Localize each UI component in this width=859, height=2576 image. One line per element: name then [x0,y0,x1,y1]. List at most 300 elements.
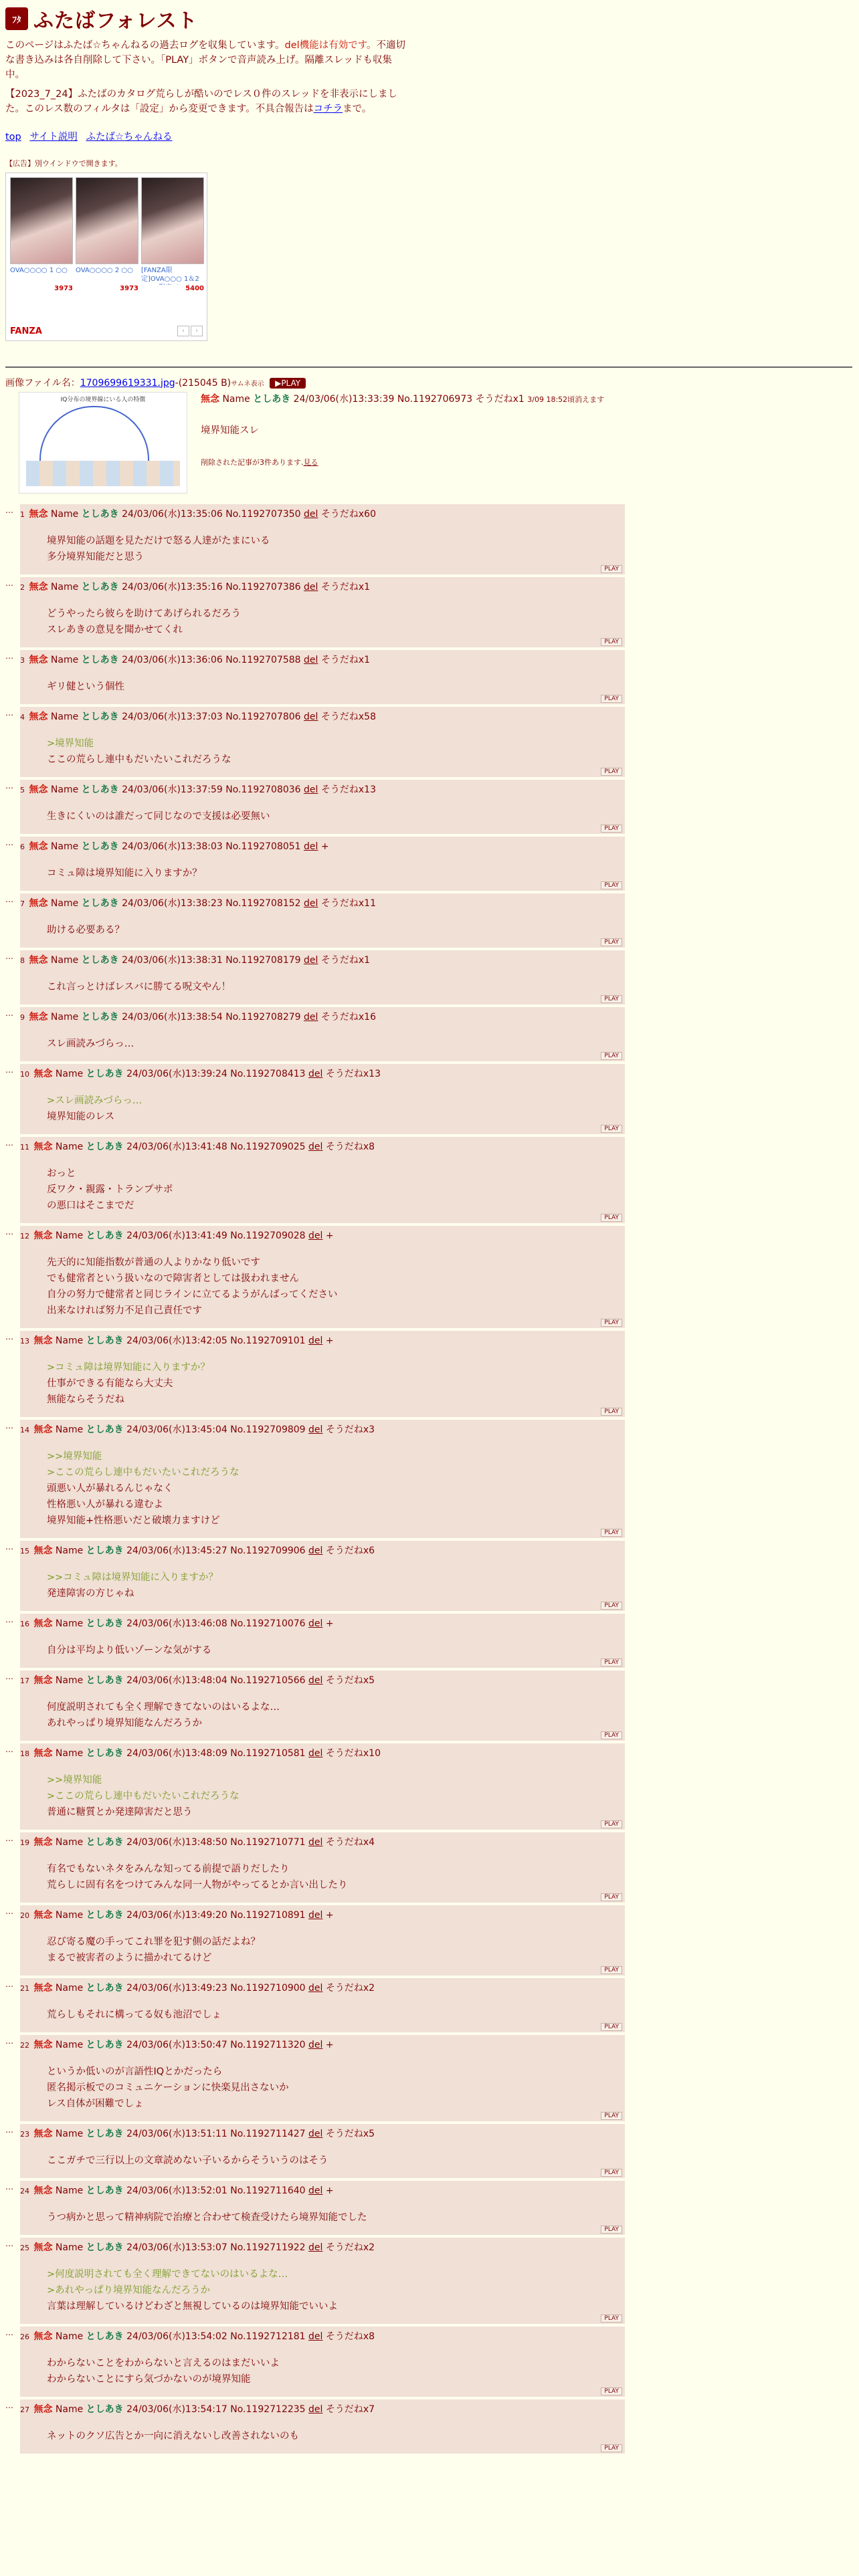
del-link[interactable]: del [308,1747,323,1759]
post-number: No.1192709028 [230,1230,306,1241]
name-label: Name [55,1618,84,1629]
post-number: No.1192709906 [230,1545,306,1556]
ad-item-price: 3973 [54,284,73,292]
quote-line: >境界知能 [47,738,94,749]
reply-play-button[interactable]: PLAY [601,1529,622,1537]
reply-row [5,1832,852,1903]
del-link[interactable]: del [308,1836,323,1848]
sodane-button[interactable]: + [325,1335,334,1346]
body-line: ギリ健という個性 [47,681,124,692]
reply-index: 16 [20,1619,29,1628]
reply-header [20,897,622,910]
sodane-button[interactable]: そうだねx8 [325,1141,375,1152]
sodane-button[interactable]: + [325,2039,334,2050]
reply-index: 18 [20,1749,29,1758]
reply-play-button[interactable]: PLAY [601,1602,622,1610]
name-label: Name [55,1747,84,1759]
post-number: No.1192710566 [230,1675,306,1686]
reply-marker: … [5,2327,13,2337]
reply-header [20,1836,622,1849]
name-label: Name [55,2242,84,2253]
post-number: No.1192708036 [225,784,301,795]
deleted-text: 削除された記事が3件あります. [201,457,304,467]
name-label: Name [55,1545,84,1556]
reply-play-button[interactable]: PLAY [601,2226,622,2234]
expire-note: 3/09 18:52頃消えます [527,395,605,404]
op-play-button[interactable]: ▶PLAY [270,378,306,389]
reply-play-button[interactable]: PLAY [601,1214,622,1222]
post-datetime: 24/03/06(水)13:38:31 [122,954,223,966]
nav-link-futaba[interactable]: ふたば☆ちゃんねる [86,131,173,142]
del-link[interactable]: del [304,1011,318,1023]
sodane-button[interactable]: そうだねx4 [325,1836,375,1848]
reply-post [20,1137,625,1223]
reply-body [47,2064,622,2112]
del-link[interactable]: del [308,2403,323,2415]
sodane-button[interactable]: そうだねx6 [325,1545,375,1556]
name-label: Name [55,1068,84,1079]
name-label: Name [55,2331,84,2342]
reply-play-button[interactable]: PLAY [601,938,622,946]
reply-header [20,1545,622,1558]
reply-body [47,1570,622,1602]
post-subject: 無念 [33,1230,53,1241]
body-line: どうやったら彼らを助けてあげられるだろう [47,608,241,619]
sodane-button[interactable]: そうだねx11 [320,897,376,909]
poster-name: としあき [81,897,119,909]
del-link[interactable]: del [308,1068,323,1079]
name-label: Name [55,1424,84,1435]
ad-thumbnail[interactable] [141,177,204,264]
post-datetime: 24/03/06(水)13:33:39 [293,393,395,405]
reply-list [5,504,852,2454]
sodane-button[interactable]: そうだねx10 [325,1747,381,1759]
nav-link-site-info[interactable]: サイト説明 [29,131,78,142]
reply-body [47,979,622,995]
reply-row [5,2327,852,2397]
reply-body [47,1642,622,1658]
reply-index: 26 [20,2332,29,2341]
reply-marker: … [5,2238,13,2248]
ad-item-name[interactable]: [FANZA限定]OVA○○○ 1＆2 [141,266,199,283]
post-datetime: 24/03/06(水)13:35:16 [122,581,223,593]
post-subject: 無念 [33,1141,53,1152]
reply-play-button[interactable]: PLAY [601,1052,622,1060]
post-subject: 無念 [29,654,48,665]
reply-post [20,1978,625,2032]
site-logo-icon[interactable]: ﾌﾀ [5,7,28,30]
post-subject: 無念 [29,508,48,520]
thumb-note: サムネ表示 [231,380,264,388]
reply-header [20,784,622,796]
del-link[interactable]: del [308,1335,323,1346]
sodane-button[interactable]: + [325,2185,334,2196]
ad-item[interactable] [76,177,138,292]
quote-line: >何度説明されても全く理解できてないのはいるよな… [47,2268,288,2280]
reply-header [20,954,622,967]
ad-logo[interactable]: FANZA [10,326,42,336]
name-label: Name [222,393,250,405]
ad-item-name[interactable]: OVA○○○○ 2 ○○ [76,266,133,274]
reply-play-button[interactable]: PLAY [601,2387,622,2395]
reply-play-button[interactable]: PLAY [601,2169,622,2177]
del-link[interactable]: del [308,2242,323,2253]
name-label: Name [50,1011,79,1023]
bell-curve-graphic [39,406,149,461]
reply-body [47,1036,622,1052]
reply-play-button[interactable]: PLAY [601,1658,622,1667]
post-number: No.1192707806 [225,711,301,722]
sodane-button[interactable]: そうだねx3 [325,1424,375,1435]
reply-header [20,2185,622,2197]
reply-index: 12 [20,1231,29,1241]
post-subject: 無念 [33,1424,53,1435]
ad-nav [177,326,203,336]
post-number: No.1192712181 [230,2331,306,2342]
reply-post [20,1226,625,1328]
body-line: 自分の努力で健常者と同じラインに立てるようがんばってください [47,1289,338,1300]
name-label: Name [50,897,79,909]
site-header [5,4,852,33]
sodane-button[interactable]: + [320,841,329,852]
ad-thumbnail[interactable] [76,177,138,264]
reply-marker: … [5,1833,13,1843]
quote-line: >>境界知能 [47,1774,102,1786]
del-link[interactable]: del [308,1424,323,1435]
reply-row [5,1671,852,1741]
del-link[interactable]: del [308,1909,323,1921]
body-line: 仕事ができる有能なら大丈夫 [47,1378,173,1389]
ad-item[interactable] [141,177,204,292]
del-link[interactable]: del [304,841,318,852]
post-datetime: 24/03/06(水)13:50:47 [126,2039,227,2050]
reply-index: 5 [20,785,25,794]
post-number: No.1192711320 [230,2039,306,2050]
name-label: Name [55,1675,84,1686]
reply-play-button[interactable]: PLAY [601,565,622,573]
del-link[interactable]: del [304,954,318,966]
reply-play-button[interactable]: PLAY [601,881,622,889]
ad-thumbnail[interactable] [10,177,73,264]
ad-item[interactable] [10,177,73,292]
reply-play-button[interactable]: PLAY [601,1966,622,1974]
reply-row [5,1064,852,1134]
reply-header [20,2128,622,2141]
reply-marker: … [5,708,13,718]
reply-index: 15 [20,1546,29,1555]
poster-name: としあき [81,711,119,722]
sodane-button[interactable]: + [325,1230,334,1241]
reply-header [20,1011,622,1024]
sodane-button[interactable]: そうだねx13 [320,784,376,795]
reply-post [20,1541,625,1611]
reply-play-button[interactable]: PLAY [601,2112,622,2120]
post-number: No.1192711922 [230,2242,306,2253]
del-link[interactable]: del [308,1141,323,1152]
del-link[interactable]: del [308,1545,323,1556]
reply-row [5,577,852,647]
post-subject: 無念 [29,841,48,852]
reply-play-button[interactable]: PLAY [601,995,622,1003]
del-link[interactable]: del [304,654,318,665]
reply-header [20,711,622,724]
notice-text: まで。 [343,104,372,114]
body-line: 自分は平均より低いゾーンな気がする [47,1644,212,1656]
notice-text: このページはふたば☆ちゃんねるの過去ログを収集しています。 [5,40,285,51]
ad-item-price: 5400 [185,284,204,292]
name-label: Name [50,784,79,795]
body-line: でも健常者という扱いなので障害者としては扱われません [47,1273,299,1284]
del-link[interactable]: del [308,2039,323,2050]
reply-play-button[interactable]: PLAY [601,1820,622,1828]
body-line: 境界知能のレス [47,1111,115,1122]
op-content [201,392,604,494]
reply-body [47,1772,622,1820]
del-link[interactable]: del [308,1230,323,1241]
reply-body [47,1861,622,1893]
name-label: Name [50,954,79,966]
reply-body [47,679,622,695]
reply-body [47,1934,622,1966]
report-link[interactable]: コチラ [313,104,343,114]
post-subject: 無念 [33,1675,53,1686]
post-number: No.1192710581 [230,1747,306,1759]
del-link[interactable]: del [308,1982,323,1994]
reply-marker: … [5,2400,13,2410]
reply-row [5,950,852,1004]
post-datetime: 24/03/06(水)13:39:24 [126,1068,227,1079]
post-datetime: 24/03/06(水)13:51:11 [126,2128,227,2139]
sodane-button[interactable]: そうだねx1 [320,954,371,966]
reply-body [47,533,622,565]
reply-index: 14 [20,1425,29,1434]
reply-row [5,780,852,834]
reply-play-button[interactable]: PLAY [601,1319,622,1327]
file-size: -(215045 B) [175,377,231,389]
thumb-illustration [26,461,180,486]
reply-row [5,1420,852,1538]
reply-header [20,1424,622,1436]
reply-marker: … [5,1906,13,1916]
reply-row [5,1978,852,2032]
post-datetime: 24/03/06(水)13:54:17 [126,2403,227,2415]
poster-name: としあき [86,1068,124,1079]
reply-play-button[interactable]: PLAY [601,825,622,833]
post-datetime: 24/03/06(水)13:38:23 [122,897,223,909]
post-subject: 無念 [33,2039,53,2050]
reply-marker: … [5,1744,13,1754]
reply-post [20,577,625,647]
post-datetime: 24/03/06(水)13:37:59 [122,784,223,795]
name-label: Name [55,1909,84,1921]
del-link[interactable]: del [304,508,318,520]
name-label: Name [55,2185,84,2196]
reply-index: 9 [20,1012,25,1022]
post-subject: 無念 [33,2331,53,2342]
reply-post [20,780,625,834]
reply-body [47,922,622,938]
post-subject: 無念 [33,1836,53,1848]
show-deleted-link[interactable]: 見る [303,457,318,467]
post-number: No.1192706973 [397,393,473,405]
reply-marker: … [5,1614,13,1624]
post-datetime: 24/03/06(水)13:49:23 [126,1982,227,1994]
reply-post [20,837,625,891]
reply-index: 23 [20,2129,29,2139]
poster-name: としあき [86,2185,124,2196]
post-number: No.1192710771 [230,1836,306,1848]
reply-play-button[interactable]: PLAY [601,638,622,646]
reply-header [20,1618,622,1630]
post-number: No.1192708179 [225,954,301,966]
post-number: No.1192709025 [230,1141,306,1152]
reply-play-button[interactable]: PLAY [601,2315,622,2323]
sodane-button[interactable]: そうだねx5 [325,1675,375,1686]
reply-header [20,1335,622,1348]
reply-marker: … [5,505,13,515]
poster-name: としあき [86,2403,124,2415]
reply-post [20,1614,625,1668]
del-link[interactable]: del [308,2185,323,2196]
reply-marker: … [5,951,13,961]
body-line: 性格悪い人が暴れる違むよ [47,1499,163,1510]
sodane-button[interactable]: そうだねx5 [325,2128,375,2139]
del-link[interactable]: del [308,1618,323,1629]
file-link[interactable]: 1709699619331.jpg [80,377,175,389]
ad-next-icon[interactable]: › [191,326,203,336]
notice-paragraph-1 [5,39,407,82]
post-subject: 無念 [33,1068,53,1079]
reply-index: 3 [20,655,25,665]
nav-links [5,129,852,143]
body-line: これ言っとけばレスバに勝てる呪文やん！ [47,981,231,992]
reply-row [5,650,852,704]
poster-name: としあき [86,1675,124,1686]
reply-play-button[interactable]: PLAY [601,1125,622,1133]
sodane-button[interactable]: そうだねx1 [320,654,371,665]
sodane-button[interactable]: そうだねx2 [325,1982,375,1994]
body-line: コミュ障は境界知能に入りますか？ [47,867,202,879]
op-thumbnail[interactable] [19,392,187,494]
post-number: No.1192708051 [225,841,301,852]
post-subject: 無念 [33,2403,53,2415]
nav-link-top[interactable]: top [5,131,21,142]
reply-marker: … [5,1671,13,1681]
reply-index: 27 [20,2405,29,2414]
reply-header [20,581,622,594]
post-subject: 無念 [33,1747,53,1759]
del-link[interactable]: del [308,2128,323,2139]
reply-header [20,1230,622,1243]
post-datetime: 24/03/06(水)13:36:06 [122,654,223,665]
name-label: Name [50,581,79,593]
body-line: わからないことをわからないと言えるのはまだいいよ [47,2357,280,2369]
reply-marker: … [5,1979,13,1989]
post-subject: 無念 [201,393,219,405]
reply-play-button[interactable]: PLAY [601,2444,622,2452]
del-link[interactable]: del [304,897,318,909]
del-link[interactable]: del [308,1675,323,1686]
body-line: 普通に糖質とか発達障害だと思う [47,1806,193,1818]
ad-prev-icon[interactable]: ‹ [177,326,189,336]
reply-post [20,893,625,948]
sodane-button[interactable]: そうだねx1 [475,393,524,405]
sodane-button[interactable]: そうだねx7 [325,2403,375,2415]
reply-play-button[interactable]: PLAY [601,695,622,703]
reply-header [20,1982,622,1995]
reply-row [5,1905,852,1975]
body-line: あれやっぱり境界知能なんだろうか [47,1717,202,1729]
sodane-button[interactable]: そうだねx1 [320,581,371,593]
poster-name: としあき [86,1909,124,1921]
post-datetime: 24/03/06(水)13:49:20 [126,1909,227,1921]
body-line: 反ワク・親露・トランプサポ [47,1184,173,1195]
sodane-button[interactable]: そうだねx8 [325,2331,375,2342]
quote-line: >>コミュ障は境界知能に入りますか？ [47,1572,219,1583]
sodane-button[interactable]: + [325,1909,334,1921]
reply-post [20,1832,625,1903]
post-subject: 無念 [33,1982,53,1994]
reply-body [47,2266,622,2315]
del-link[interactable]: del [304,784,318,795]
name-label: Name [50,654,79,665]
sodane-button[interactable]: そうだねx2 [325,2242,375,2253]
del-link[interactable]: del [308,2331,323,2342]
poster-name: としあき [86,2331,124,2342]
quote-line: >あれやっぱり境界知能なんだろうか [47,2284,211,2296]
sodane-button[interactable]: + [325,1618,334,1629]
reply-post [20,650,625,704]
post-subject: 無念 [33,1618,53,1629]
reply-marker: … [5,1331,13,1341]
sodane-button[interactable]: そうだねx13 [325,1068,381,1079]
reply-body [47,606,622,638]
body-line: 出来なければ努力不足自己責任です [47,1305,202,1316]
reply-marker: … [5,1420,13,1430]
post-subject: 無念 [29,954,48,966]
reply-play-button[interactable]: PLAY [601,2023,622,2031]
reply-marker: … [5,2181,13,2191]
body-line: 忍び寄る魔の手ってこれ罪を犯す側の話だよね？ [47,1936,260,1947]
reply-index: 24 [20,2186,29,2195]
reply-play-button[interactable]: PLAY [601,1731,622,1739]
reply-play-button[interactable]: PLAY [601,768,622,776]
post-number: No.1192712235 [230,2403,306,2415]
ad-item-name[interactable]: OVA○○○○ 1 ○○ [10,266,68,274]
name-label: Name [55,1836,84,1848]
body-line: ここの荒らし連中もだいたいこれだろうな [47,754,231,765]
reply-marker: … [5,651,13,661]
post-subject: 無念 [33,1545,53,1556]
body-line: 境界知能の話題を見ただけで怒る人達がたまにいる [47,535,270,546]
body-line: おっと [47,1168,76,1179]
sodane-button[interactable]: そうだねx58 [320,711,376,722]
poster-name: としあき [86,1982,124,1994]
sodane-button[interactable]: そうだねx16 [320,1011,376,1023]
reply-play-button[interactable]: PLAY [601,1408,622,1416]
sodane-button[interactable]: そうだねx60 [320,508,376,520]
reply-post [20,707,625,777]
body-line: 先天的に知能指数が普通の人よりかなり低いです [47,1257,260,1268]
del-link[interactable]: del [304,711,318,722]
reply-play-button[interactable]: PLAY [601,1893,622,1901]
deleted-note [201,457,604,467]
body-line: というか低いのが言語性IQとかだったら [47,2066,223,2077]
ad-banner[interactable] [5,173,207,341]
reply-row [5,1541,852,1611]
del-link[interactable]: del [304,581,318,593]
reply-post [20,1064,625,1134]
